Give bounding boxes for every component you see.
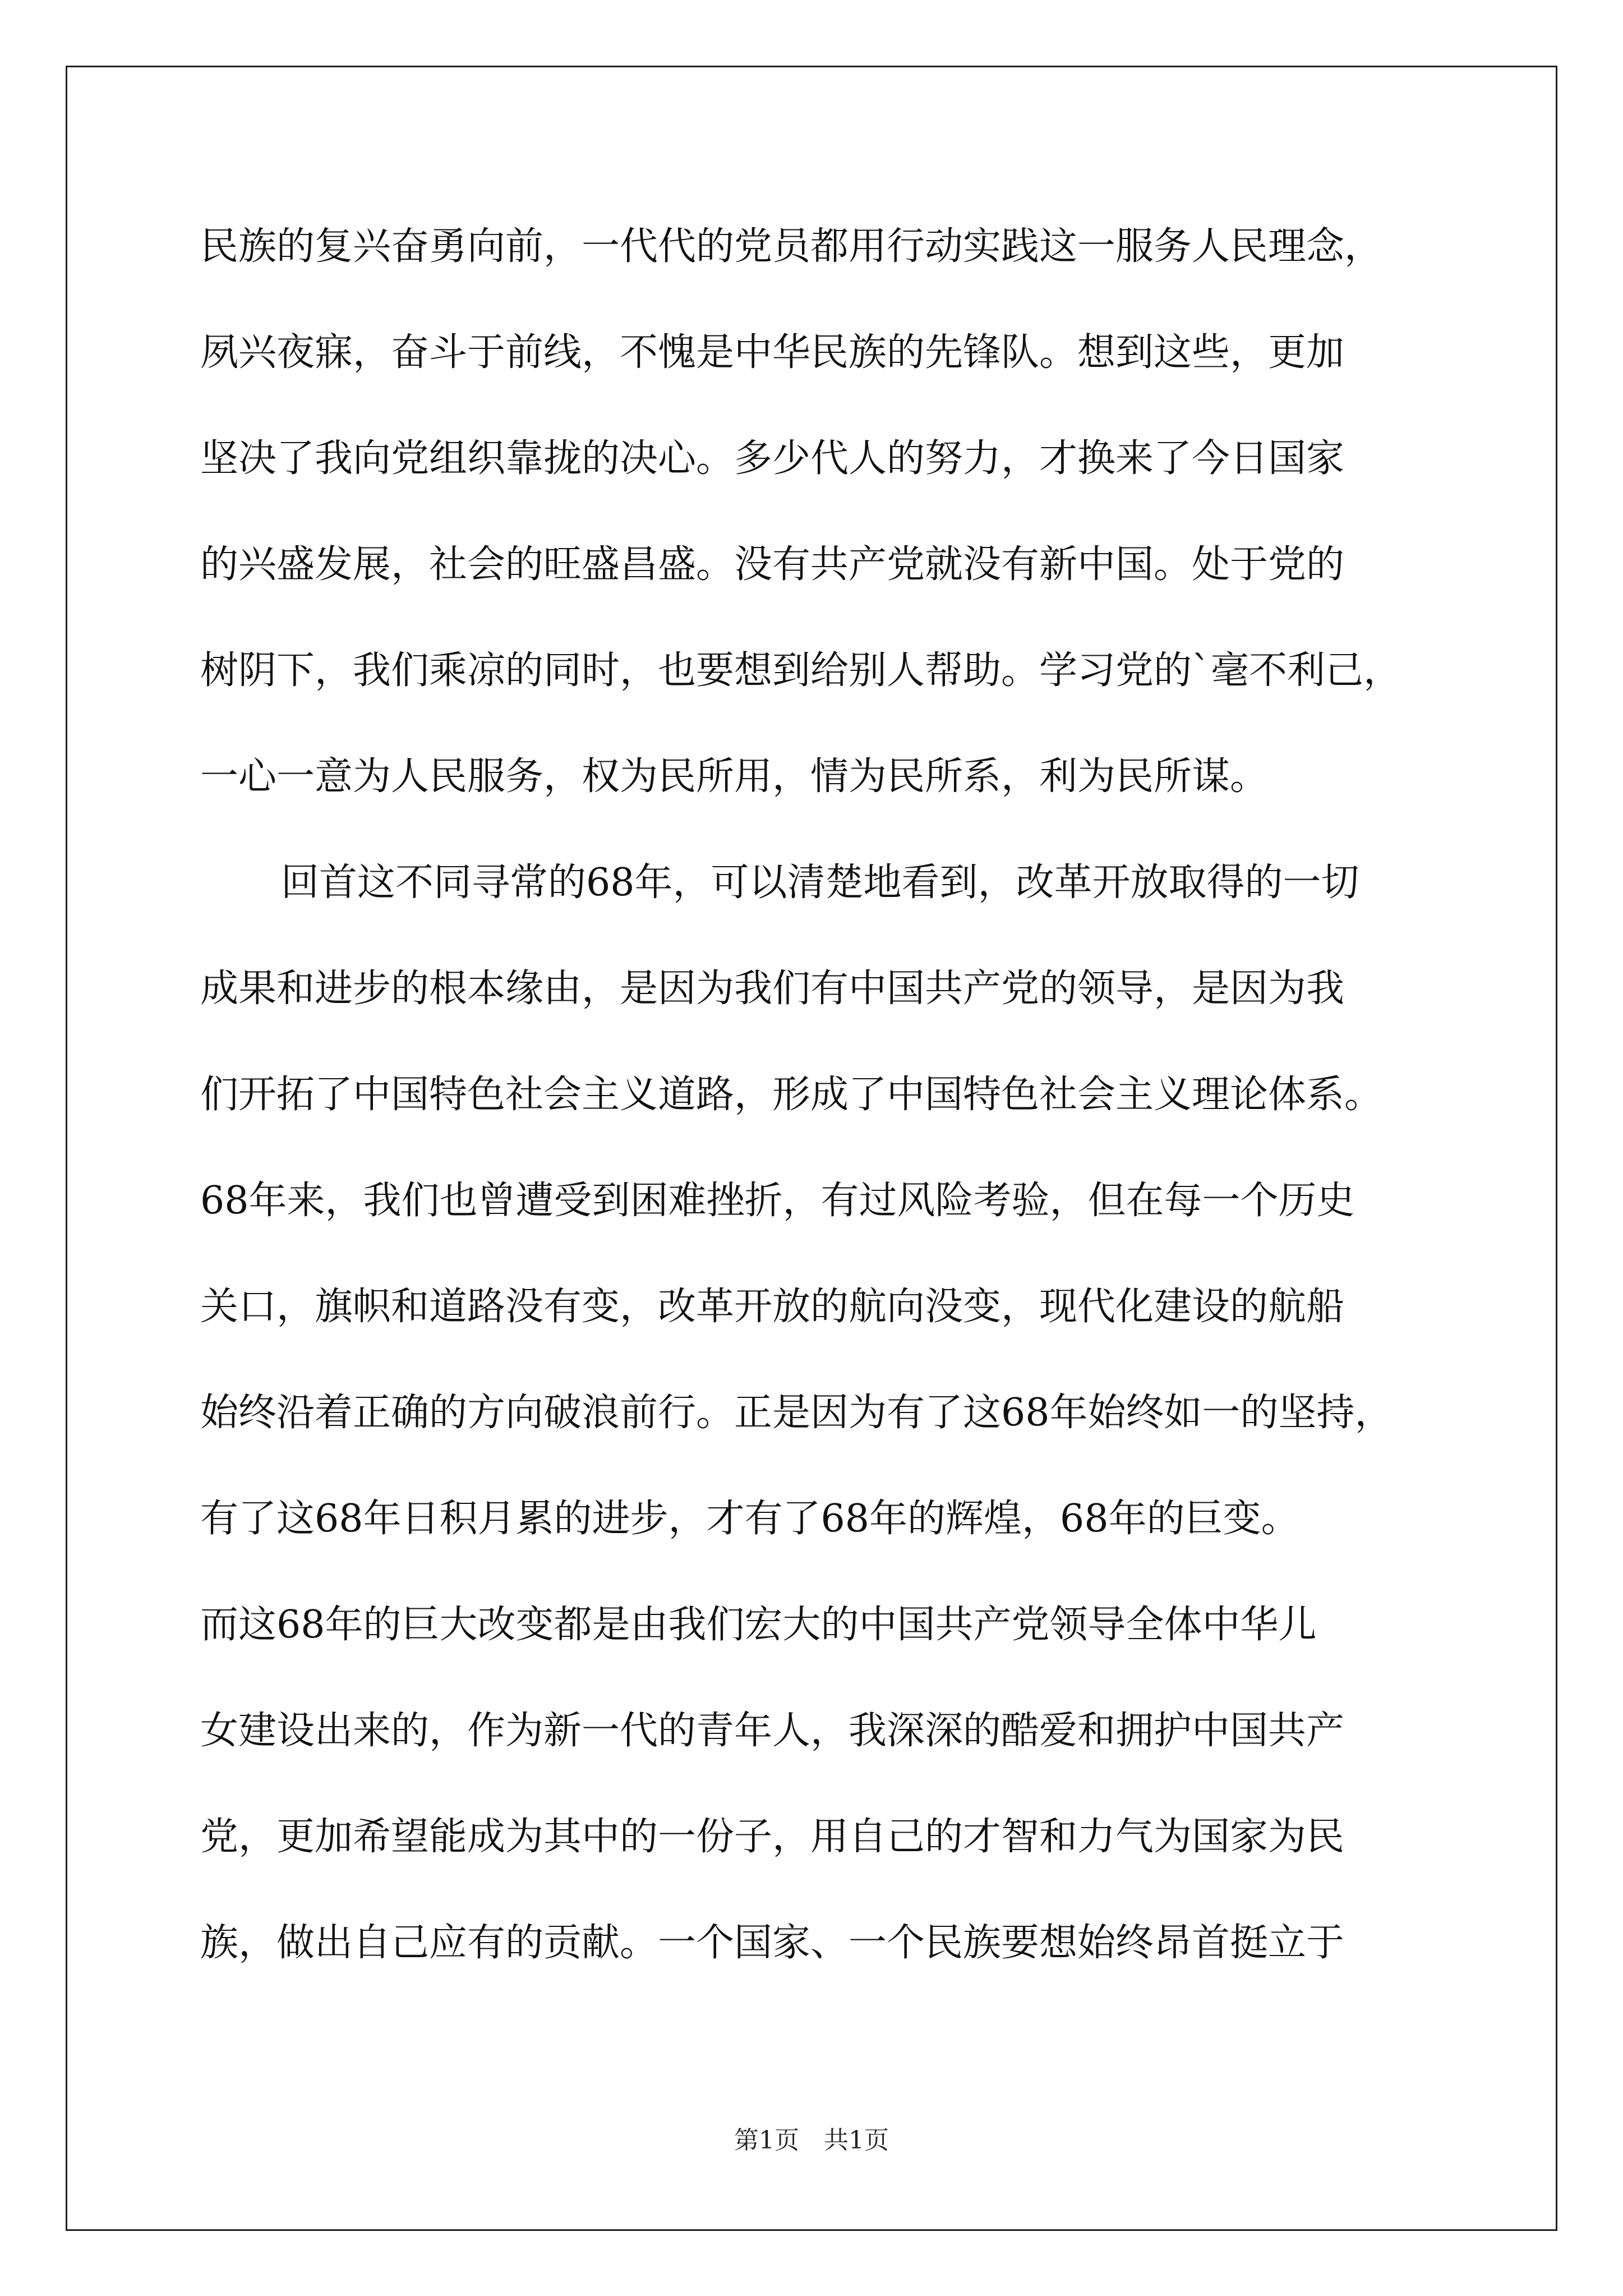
text-line: 夙兴夜寐，奋斗于前线，不愧是中华民族的先锋队。想到这些，更加 [200, 330, 1345, 375]
text-line: 始终沿着正确的方向破浪前行。正是因为有了这68年始终如一的坚持， [200, 1391, 1393, 1435]
page-number-footer: 第1页 共1页 [734, 2126, 889, 2155]
text-line: 有了这68年日积月累的进步，才有了68年的辉煌，68年的巨变。 [200, 1497, 1299, 1541]
text-line: 坚决了我向党组织靠拢的决心。多少代人的努力，才换来了今日国家 [200, 436, 1345, 481]
text-line: 民族的复兴奋勇向前，一代代的党员都用行动实践这一服务人民理念， [200, 224, 1383, 269]
text-line: 68年来，我们也曾遭受到困难挫折，有过风险考验，但在每一个历史 [200, 1179, 1355, 1223]
text-line-paragraph-start: 回首这不同寻常的68年，可以清楚地看到，改革开放取得的一切 [281, 861, 1359, 905]
text-line: 的兴盛发展，社会的旺盛昌盛。没有共产党就没有新中国。处于党的 [200, 542, 1345, 587]
text-line: 一心一意为人民服务，权为民所用，情为民所系，利为民所谋。 [200, 754, 1269, 799]
text-line: 成果和进步的根本缘由，是因为我们有中国共产党的领导，是因为我 [200, 967, 1345, 1011]
text-line: 树阴下，我们乘凉的同时，也要想到给别人帮助。学习党的`毫不利己， [200, 648, 1402, 693]
text-line: 女建设出来的，作为新一代的青年人，我深深的酷爱和拥护中国共产 [200, 1709, 1345, 1753]
text-line: 们开拓了中国特色社会主义道路，形成了中国特色社会主义理论体系。 [200, 1073, 1383, 1117]
text-line: 关口，旗帜和道路没有变，改革开放的航向没变，现代化建设的航船 [200, 1285, 1345, 1329]
text-line: 而这68年的巨大改变都是由我们宏大的中国共产党领导全体中华儿 [200, 1603, 1317, 1647]
document-body [200, 194, 1456, 1996]
text-line: 党，更加希望能成为其中的一份子，用自己的才智和力气为国家为民 [200, 1815, 1345, 1859]
text-line: 族，做出自己应有的贡献。一个国家、一个民族要想始终昂首挺立于 [200, 1921, 1345, 1965]
